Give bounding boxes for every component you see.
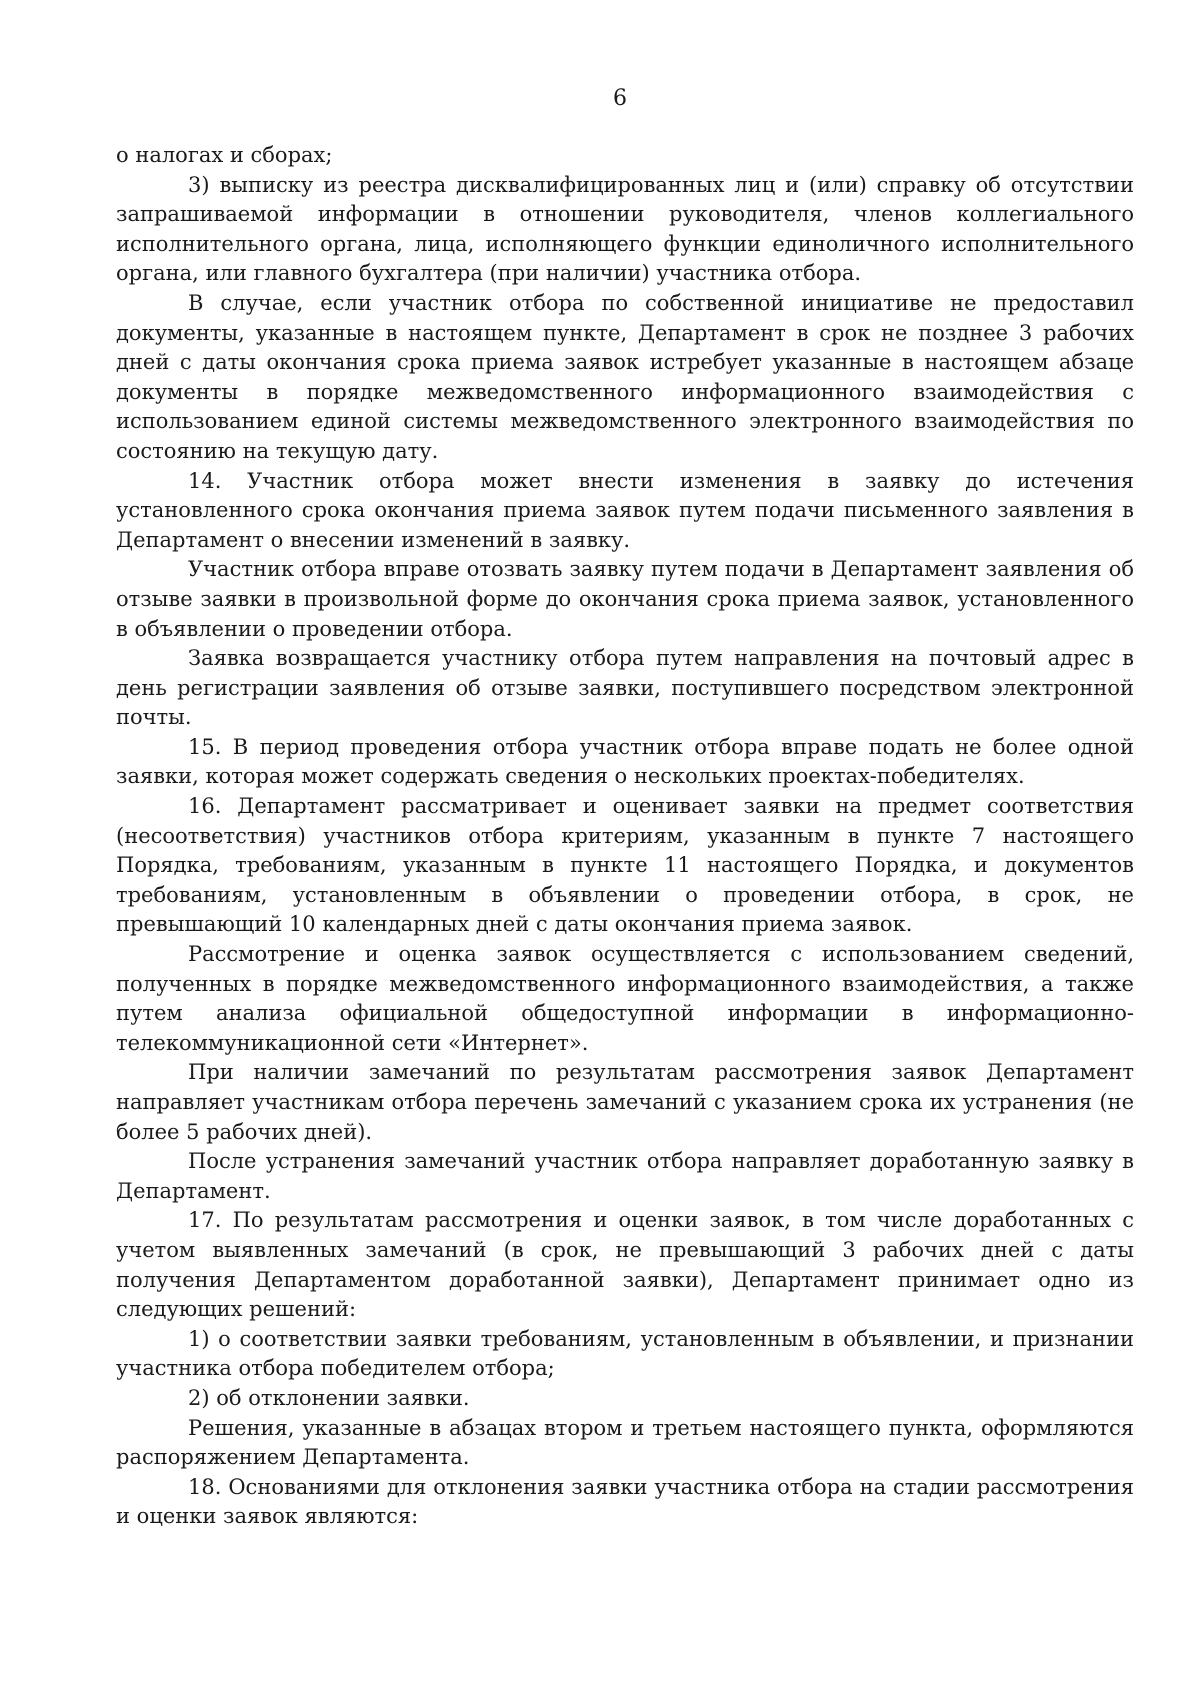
paragraph-withdraw-application: Участник отбора вправе отозвать заявку путем подачи в Департамент заявления об отзыве заявки в произвольной форме до окончания срока приема заявок, установленного в объявлении о проведении отбора. bbox=[116, 557, 1134, 641]
paragraph-decisions-formalized: Решения, указанные в абзацах втором и третьем настоящего пункта, оформляются распоряжением Департамента. bbox=[116, 1415, 1134, 1470]
paragraph-revised-application: После устранения замечаний участник отбора направляет доработанную заявку в Департамент. bbox=[116, 1149, 1134, 1203]
paragraph-remarks: При наличии замечаний по результатам рассмотрения заявок Департамент направляет участникам отбора перечень замечаний с указанием срока их устранения (не более 5 рабочих дней). bbox=[116, 1060, 1134, 1144]
paragraph-18: 18. Основаниями для отклонения заявки участника отбора на стадии рассмотрения и оценки заявок являются: bbox=[116, 1474, 1134, 1529]
paragraph-item-3: 3) выписку из реестра дисквалифицированных лиц и (или) справку об отсутствии запрашиваемой информации в отношении руководителя, членов коллегиального исполнительного органа, лица, исполняющего функции единоличного исполнительного органа, или главного бухгалтера (при наличии) участника отбора. bbox=[116, 172, 1134, 286]
document-body bbox=[116, 141, 1134, 1532]
paragraph-request-documents: В случае, если участник отбора по собственной инициативе не предоставил документы, указанные в настоящем пункте, Департамент в срок не позднее 3 рабочих дней с даты окончания срока приема заявок истребует указанные в настоящем абзаце документы в порядке межведомственного информационного взаимодействия с использованием единой системы межведомственного электронного взаимодействия по состоянию на текущую дату. bbox=[116, 290, 1134, 463]
paragraph-decision-1: 1) о соответствии заявки требованиям, установленным в объявлении, и признании участника отбора победителем отбора; bbox=[116, 1326, 1134, 1381]
paragraph-16: 16. Департамент рассматривает и оценивает заявки на предмет соответствия (несоответствия) участников отбора критериям, указанным в пункте 7 настоящего Порядка, требованиям, указанным в пункте 11 настоящего Порядка, и документов требованиям, установленным в объявлении о проведении отбора, в срок, не превышающий 10 календарных дней с даты окончания приема заявок. bbox=[116, 794, 1134, 937]
page-number: 6 bbox=[613, 86, 627, 111]
paragraph-15: 15. В период проведения отбора участник отбора вправе подать не более одной заявки, которая может содержать сведения о нескольких проектах-победителях. bbox=[116, 734, 1134, 789]
paragraph-17: 17. По результатам рассмотрения и оценки заявок, в том числе доработанных с учетом выявленных замечаний (в срок, не превышающий 3 рабочих дней с даты получения Департаментом доработанной заявки), Департамент принимает одно из следующих решений: bbox=[116, 1208, 1134, 1322]
paragraph-review-assessment: Рассмотрение и оценка заявок осуществляется с использованием сведений, полученных в порядке межведомственного информационного взаимодействия, а также путем анализа официальной общедоступной информации в информационно-телекоммуникационной сети «Интернет». bbox=[116, 942, 1134, 1055]
paragraph-application-return: Заявка возвращается участнику отбора путем направления на почтовый адрес в день регистрации заявления об отзыве заявки, поступившего посредством электронной почты. bbox=[116, 646, 1134, 730]
paragraph-14: 14. Участник отбора может внести изменения в заявку до истечения установленного срока окончания приема заявок путем подачи письменного заявления в Департамент о внесении изменений в заявку. bbox=[116, 468, 1134, 552]
paragraph-continuation: о налогах и сборах; bbox=[116, 143, 333, 167]
paragraph-decision-2: 2) об отклонении заявки. bbox=[188, 1385, 470, 1410]
